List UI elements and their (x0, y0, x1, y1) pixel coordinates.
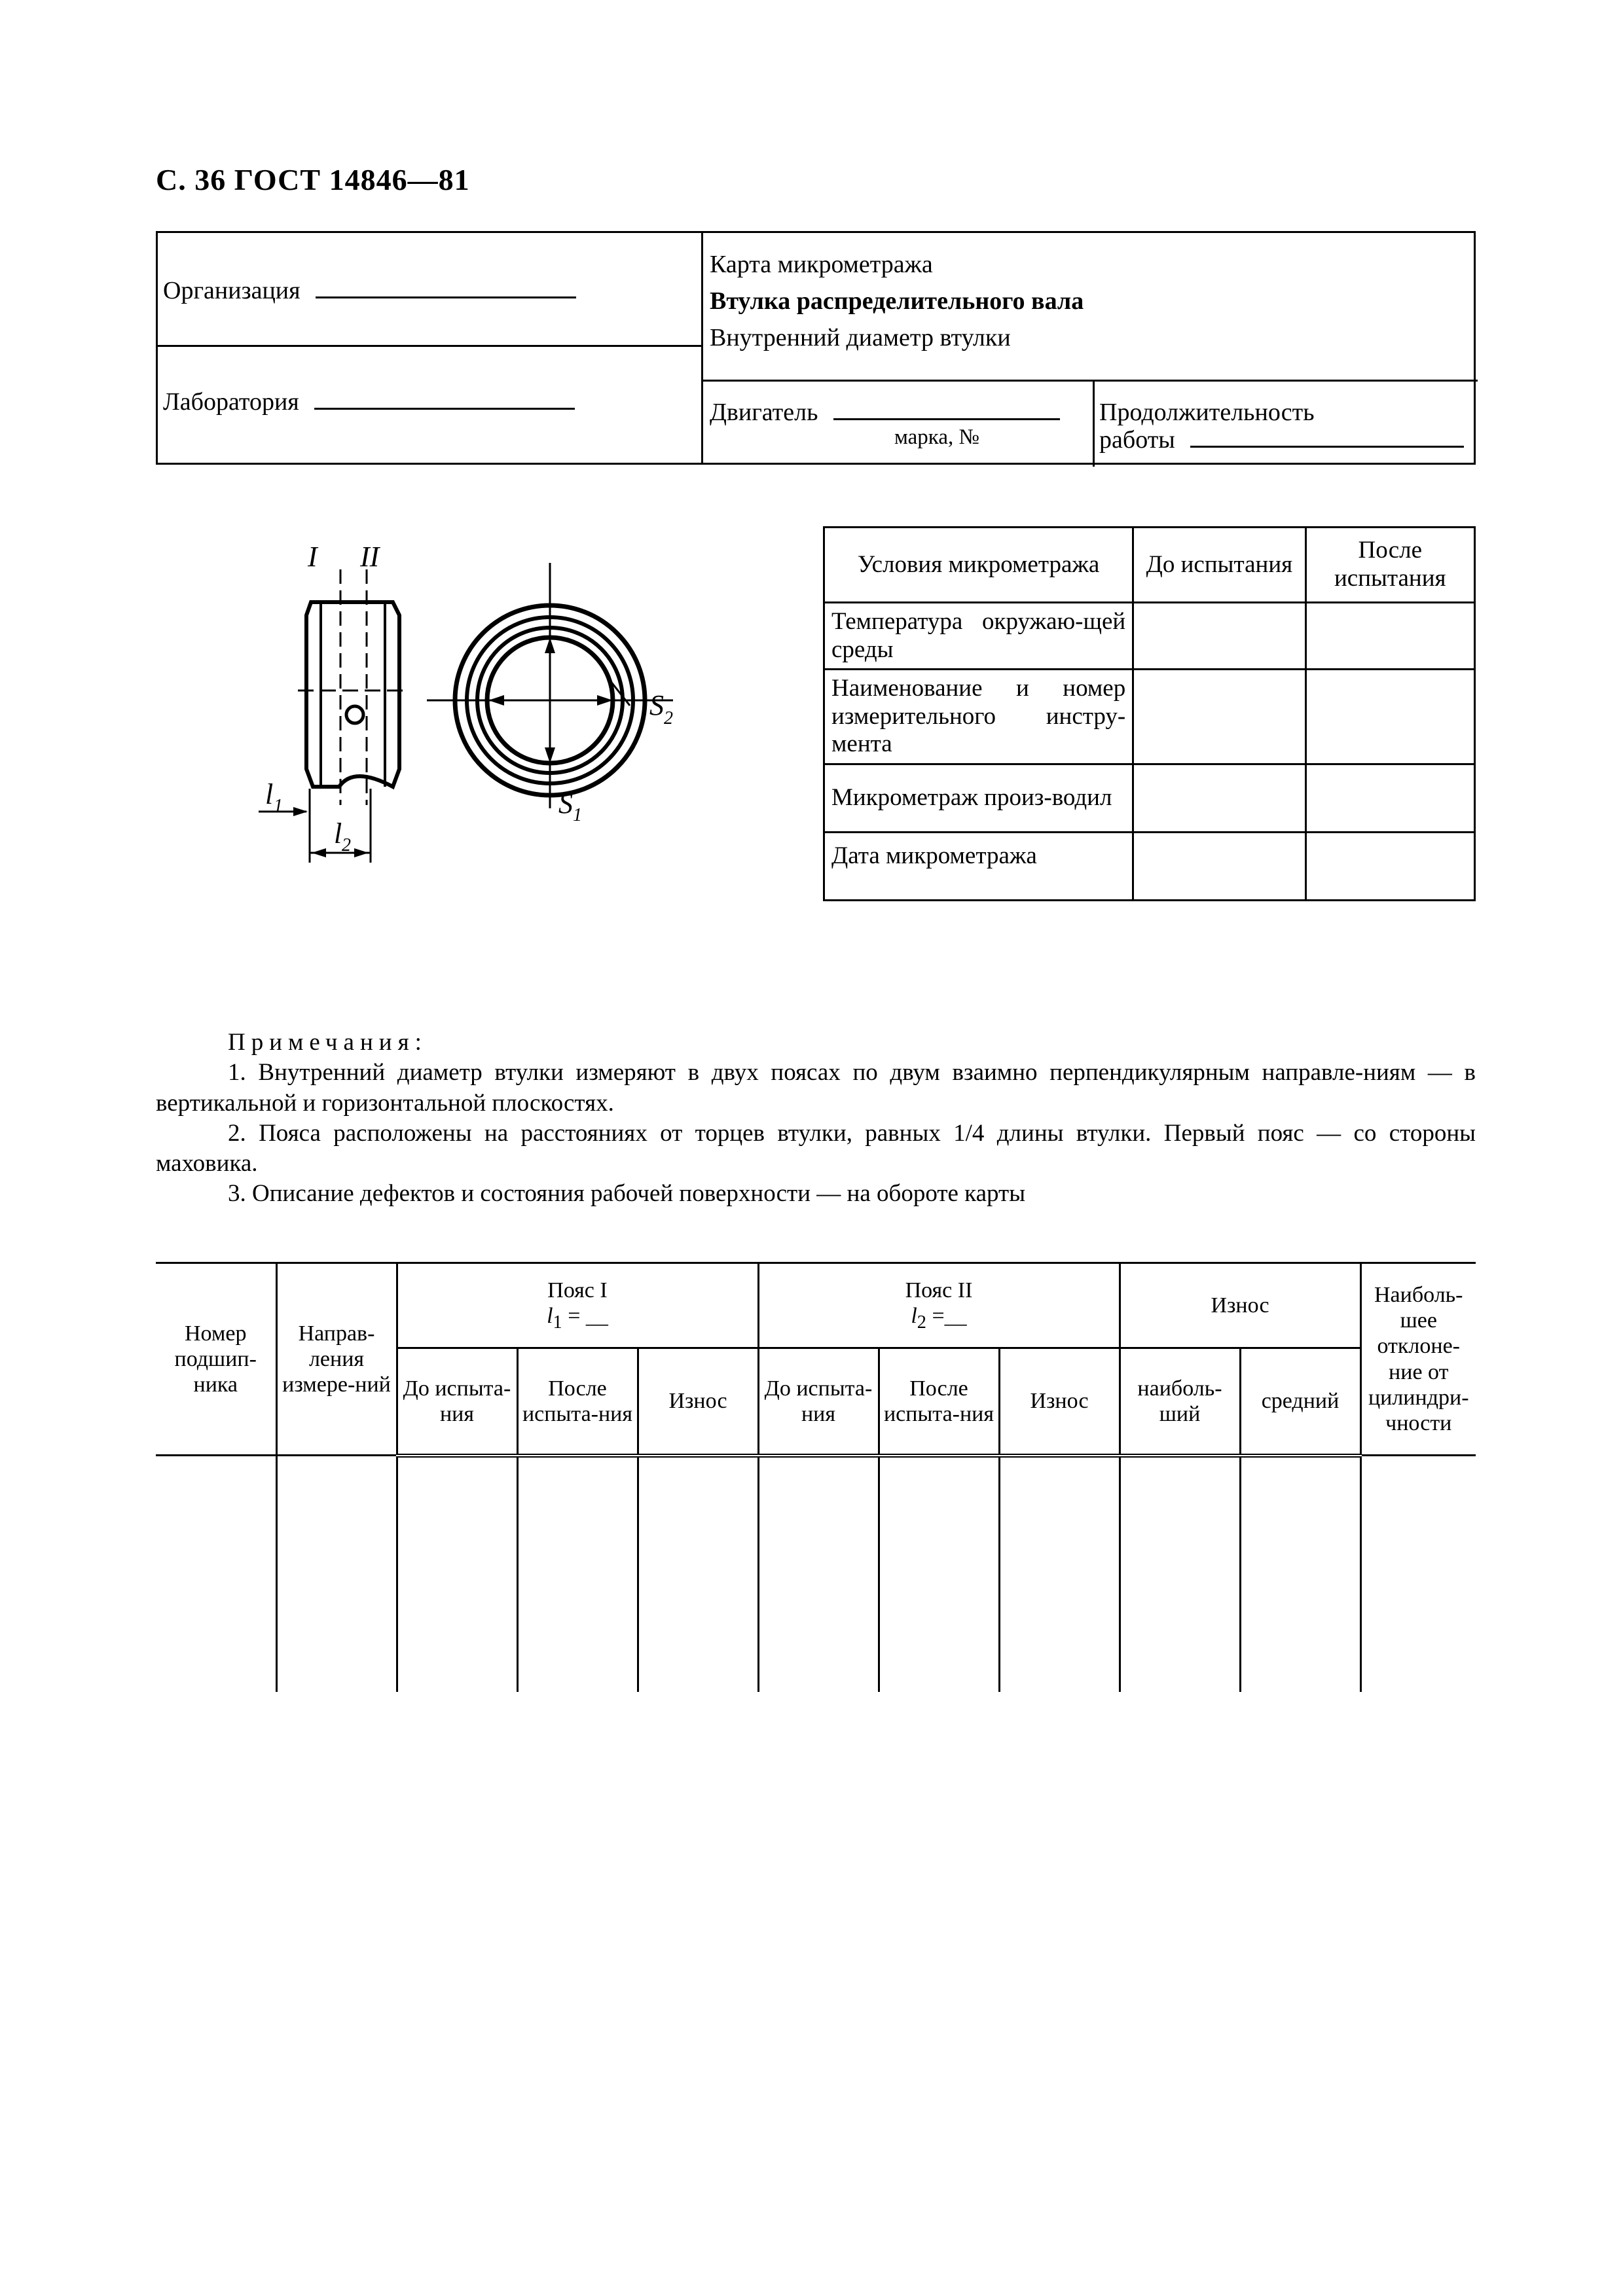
belt1-title: Пояс I (547, 1278, 608, 1302)
organization-label: Организация (163, 277, 301, 304)
belt1-l: l (547, 1303, 553, 1328)
label-s2: S (649, 689, 664, 721)
data-cell[interactable] (638, 1456, 758, 1692)
condition-row-label: Наименование и номер измерительного инстру-мента (824, 670, 1133, 764)
wear-average-header: средний (1240, 1348, 1360, 1456)
condition-cell[interactable] (1133, 670, 1305, 764)
data-cell[interactable] (276, 1456, 397, 1692)
measurement-table (156, 1262, 1476, 1692)
condition-cell[interactable] (1305, 670, 1474, 764)
engine-field (710, 398, 1060, 427)
label-s2-sub: 2 (664, 708, 673, 728)
belt1-sub: 1 (553, 1312, 562, 1333)
notes (156, 1028, 1476, 1210)
bushing-drawing (242, 543, 701, 884)
engine-sublabel: марка, № (894, 425, 979, 449)
condition-cell[interactable] (1305, 603, 1474, 670)
engine-line[interactable] (833, 418, 1060, 420)
organization-line[interactable] (316, 296, 576, 298)
duration-field (1099, 425, 1464, 454)
note-item: 1. Внутренний диаметр втулки измеряют в двух поясах по двум взаимно перпендикулярным направле-ниям — в вертикальной и горизонтальной плоскостях. (156, 1059, 1476, 1117)
data-cell[interactable] (758, 1456, 879, 1692)
header-box (156, 231, 1476, 465)
after-test-header: После испытания (1305, 528, 1474, 603)
directions-header: Направ-ления измере-ний (276, 1263, 397, 1456)
part-name: Втулка распределительного вала (710, 287, 1084, 315)
wear-header: Износ (1120, 1263, 1360, 1348)
data-cell[interactable] (879, 1456, 999, 1692)
belt1-header (397, 1263, 758, 1348)
condition-row-label: Микрометраж произ-водил (824, 764, 1133, 833)
before-test-header: До испытания (1133, 528, 1305, 603)
belt1-wear-header: Износ (638, 1348, 758, 1456)
max-deviation-header: Наиболь-шее отклоне-ние от цилиндри-чности (1360, 1263, 1476, 1456)
data-cell[interactable] (999, 1456, 1120, 1692)
data-cell[interactable] (1360, 1456, 1476, 1692)
duration-line[interactable] (1190, 445, 1464, 448)
laboratory-line[interactable] (314, 407, 575, 410)
belt1-after-header: После испыта-ния (517, 1348, 638, 1456)
belt2-wear-header: Износ (999, 1348, 1120, 1456)
condition-cell[interactable] (1305, 764, 1474, 833)
condition-row-label: Дата микрометража (824, 833, 1133, 901)
belt2-before-header: До испыта-ния (758, 1348, 879, 1456)
data-cell[interactable] (1240, 1456, 1360, 1692)
belt2-title: Пояс II (905, 1278, 973, 1302)
condition-cell[interactable] (1133, 833, 1305, 901)
card-title: Карта микрометража (710, 251, 933, 278)
belt1-before-header: До испыта-ния (397, 1348, 517, 1456)
measured-item: Внутренний диаметр втулки (710, 324, 1011, 351)
belt2-l: l (911, 1303, 917, 1328)
bearing-number-header: Номер подшип-ника (156, 1263, 276, 1456)
duration-label-2: работы (1099, 426, 1175, 454)
belt2-sub: 2 (917, 1312, 926, 1333)
label-l1-sub: 1 (274, 796, 283, 816)
conditions-table (823, 526, 1476, 901)
condition-cell[interactable] (1133, 603, 1305, 670)
label-l1: l (265, 778, 274, 810)
label-l2-sub: 2 (342, 835, 351, 855)
organization-field (163, 276, 576, 305)
condition-cell[interactable] (1133, 764, 1305, 833)
label-l2: l (334, 817, 342, 850)
data-cell[interactable] (517, 1456, 638, 1692)
engine-label: Двигатель (710, 399, 818, 426)
label-I: I (308, 543, 318, 573)
table-row (156, 1456, 1476, 1692)
note-item: 3. Описание дефектов и состояния рабочей поверхности — на обороте карты (228, 1180, 1026, 1208)
data-cell[interactable] (397, 1456, 517, 1692)
belt2-header (758, 1263, 1120, 1348)
page-title: С. 36 ГОСТ 14846—81 (156, 163, 470, 196)
duration-label-1: Продолжительность (1099, 399, 1315, 426)
label-s1-sub: 1 (573, 805, 582, 825)
label-s1: S (558, 787, 573, 819)
condition-cell[interactable] (1305, 833, 1474, 901)
laboratory-field (163, 387, 575, 416)
conditions-header: Условия микрометража (824, 528, 1133, 603)
belt2-after-header: После испыта-ния (879, 1348, 999, 1456)
notes-heading: Примечания: (228, 1029, 428, 1056)
condition-row-label: Температура окружаю-щей среды (824, 603, 1133, 670)
label-II: II (360, 543, 380, 573)
belt1-eq: = __ (562, 1303, 608, 1328)
data-cell[interactable] (156, 1456, 276, 1692)
belt2-eq: =__ (926, 1303, 967, 1328)
data-cell[interactable] (1120, 1456, 1240, 1692)
wear-largest-header: наиболь-ший (1120, 1348, 1240, 1456)
note-item: 2. Пояса расположены на расстояниях от торцев втулки, равных 1/4 длины втулки. Первый пояс — со стороны маховика. (156, 1119, 1476, 1177)
laboratory-label: Лаборатория (163, 388, 299, 416)
